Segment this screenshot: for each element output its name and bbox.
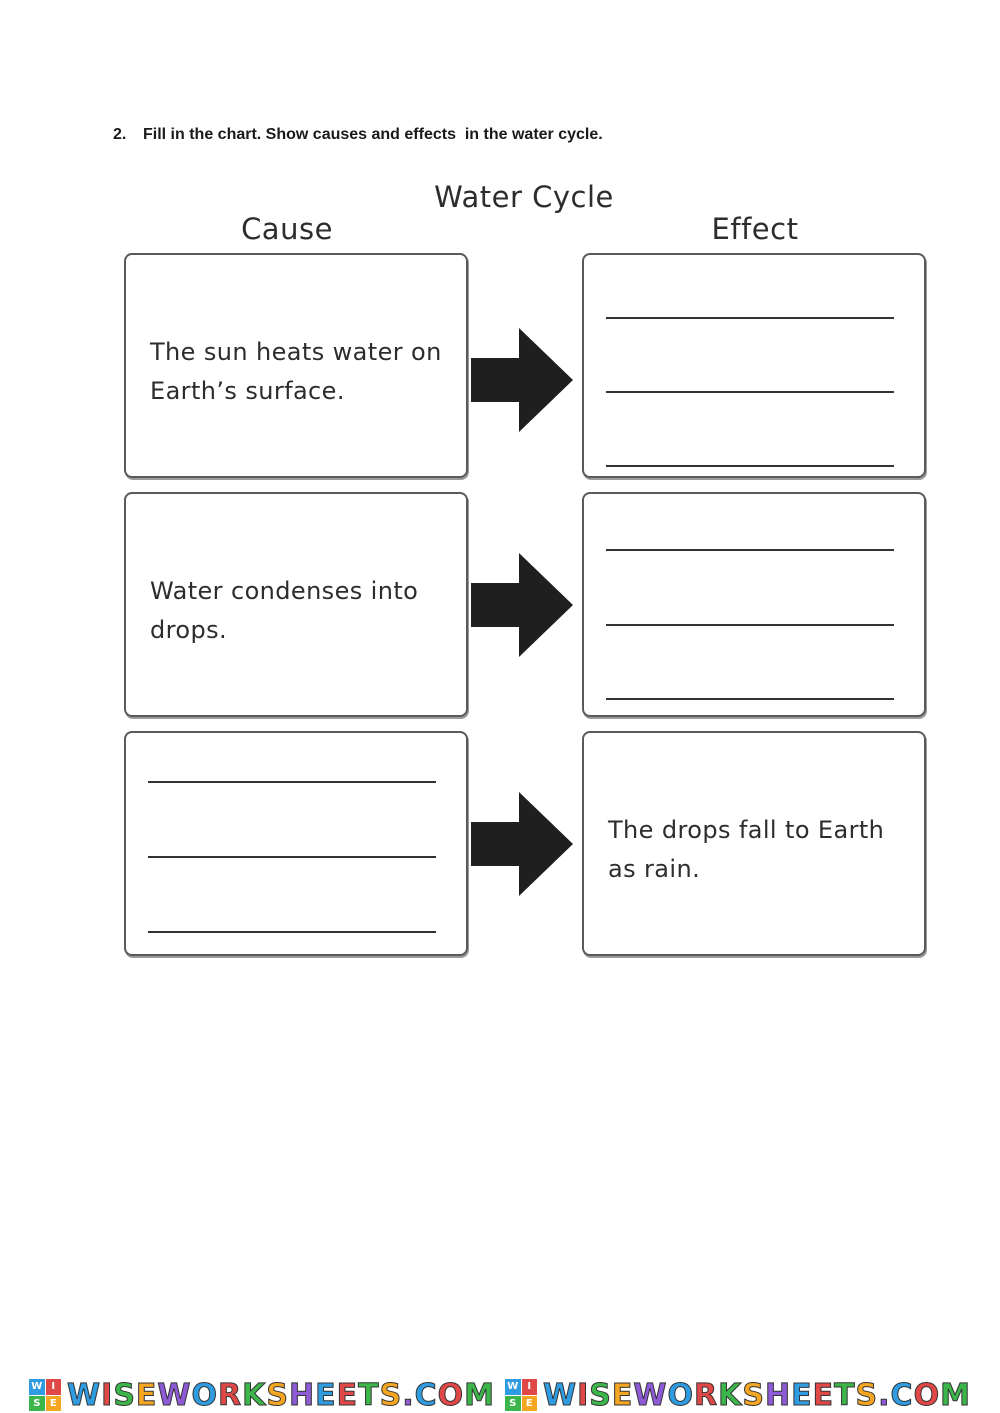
answer-line[interactable] [606,317,894,319]
cause-box-1 [124,253,468,478]
cause-text-2: Water condenses into drops. [150,577,419,644]
arrow-right-icon [471,553,573,657]
cause-text-1: The sun heats water on Earth’s surface. [150,338,442,405]
cause-box-3 [124,731,468,956]
brand-text: WISEWORKSHEETS.COM [543,1377,971,1413]
answer-line[interactable] [148,931,436,933]
answer-line[interactable] [606,391,894,393]
brand-logo-group [29,1378,495,1413]
effect-column-header: Effect [711,212,799,246]
brand-text: WISEWORKSHEETS.COM [67,1377,495,1413]
effect-box-1 [582,253,926,478]
chart-title: Water Cycle [434,180,614,214]
answer-line[interactable] [148,781,436,783]
brand-logo-icon: W I S E [29,1379,61,1411]
instruction [113,126,603,144]
brand-logo-icon: W I S E [505,1379,537,1411]
effect-box-2 [582,492,926,717]
effect-text-3: The drops fall to Earth as rain. [608,816,885,883]
footer-watermark [0,1377,1000,1413]
cause-box-2 [124,492,468,717]
arrow-right-icon [471,792,573,896]
cause-column-header: Cause [241,212,333,246]
instruction-text: Fill in the chart. Show causes and effects in the water cycle. [143,126,603,143]
answer-line[interactable] [606,624,894,626]
brand-logo-group [505,1378,971,1413]
answer-line[interactable] [606,465,894,467]
question-number: 2. [113,126,127,143]
effect-box-3 [582,731,926,956]
answer-line[interactable] [606,698,894,700]
answer-line[interactable] [606,549,894,551]
arrow-right-icon [471,328,573,432]
answer-line[interactable] [148,856,436,858]
